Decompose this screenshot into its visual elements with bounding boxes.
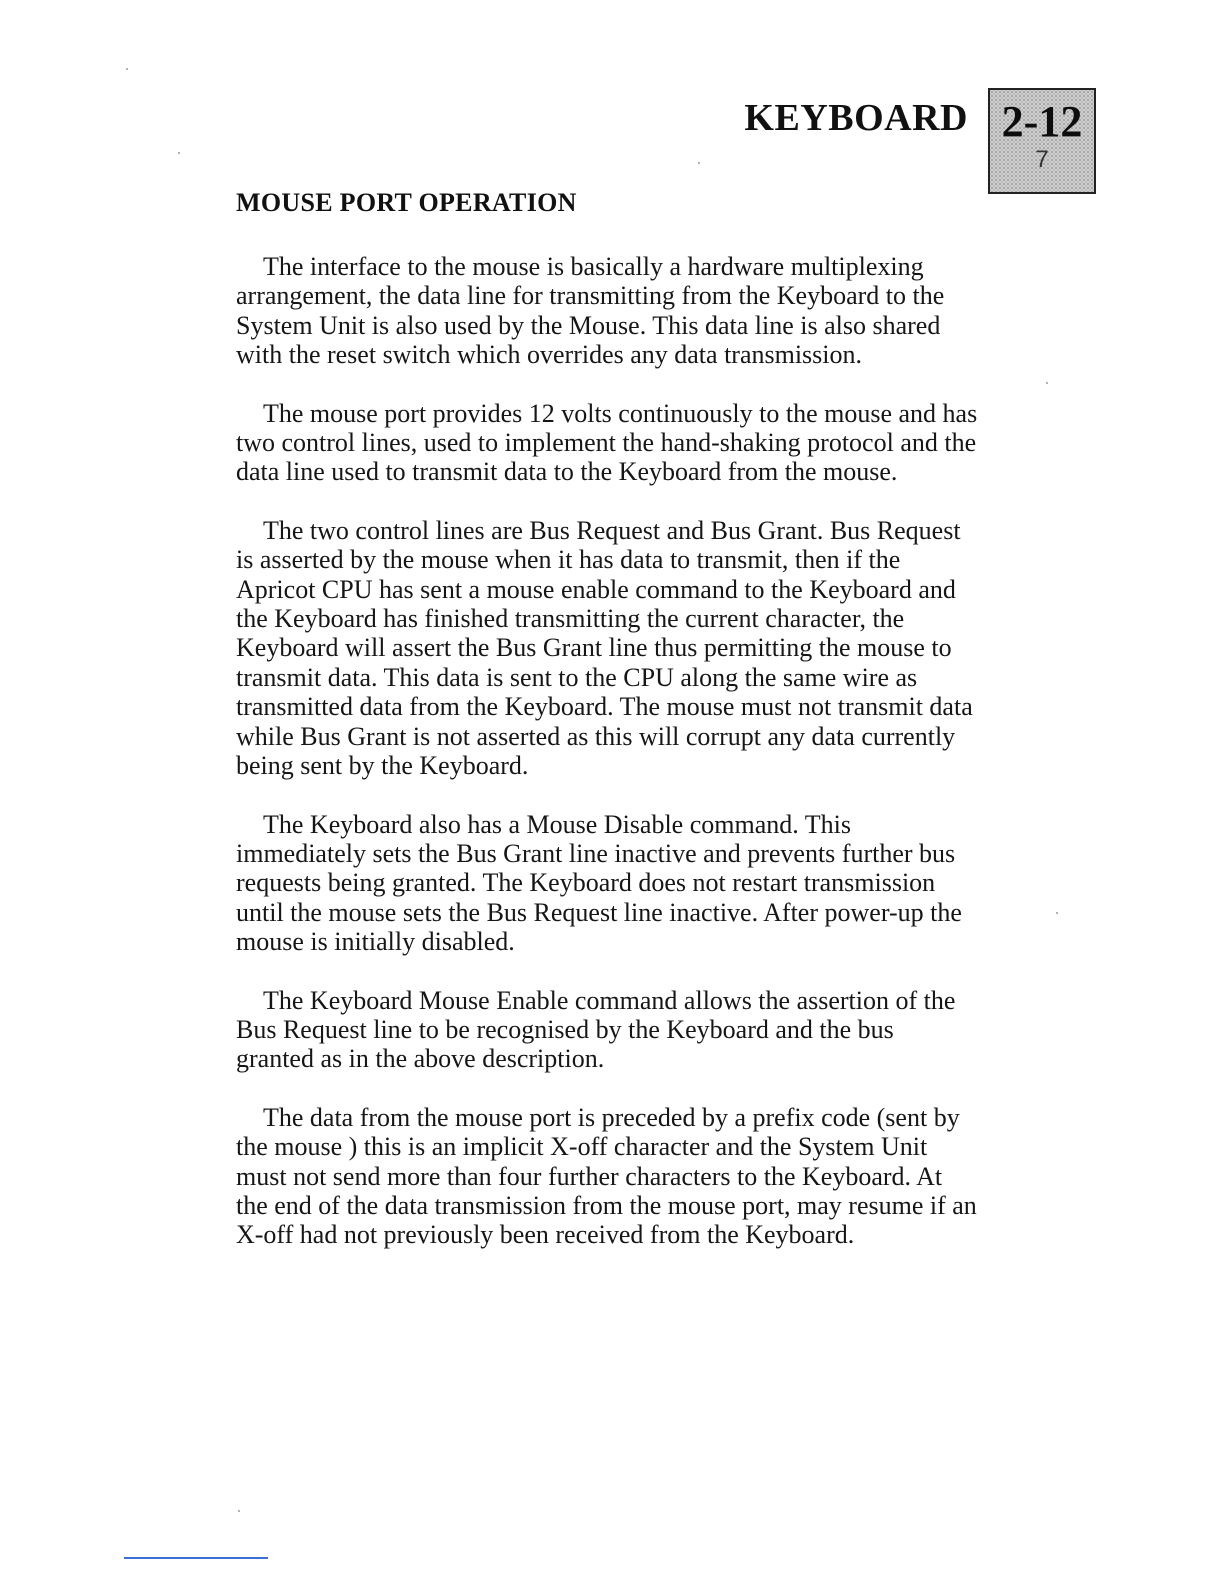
scan-speck [126, 68, 128, 70]
scan-speck [178, 152, 180, 154]
paragraph: The interface to the mouse is basically a hardware multiplexing arrangement, the data line for transmitting from the Keyboard to the System Unit is also used by the Mouse. This data line is also shared with the reset switch which overrides any data transmission. [236, 252, 945, 370]
scan-speck [698, 162, 700, 164]
paragraph: The Keyboard also has a Mouse Disable command. This immediately sets the Bus Grant line inactive and prevents further bus requests being granted. The Keyboard does not restart transmission until the mouse sets the Bus Request line inactive. After power-up the mouse is initially disabled. [236, 809, 962, 957]
paragraph: The two control lines are Bus Request and Bus Grant. Bus Request is asserted by the mouse when it has data to transmit, then if the Apricot CPU has sent a mouse enable command to the Keyboard and the Keyboard has finished transmitting the current character, the Keyboard will assert the Bus Grant line thus permitting the mouse to transmit data. This data is sent to the CPU along the same wire as transmitted data from the Keyboard. The mouse must not transmit data while Bus Grant is not asserted as this will corrupt any data currently being sent by the Keyboard. [236, 515, 973, 781]
scan-speck [238, 1510, 240, 1512]
section-heading: MOUSE PORT OPERATION [236, 188, 577, 217]
footer-rule [124, 1557, 268, 1559]
paragraph: The mouse port provides 12 volts continuously to the mouse and has two control lines, used to implement the hand-shaking protocol and the data line used to transmit data to the Keyboard from the mouse. [236, 398, 978, 487]
paragraph: The data from the mouse port is preceded by a prefix code (sent by the mouse ) this is an implicit X-off character and the System Unit must not send more than four further characters to the Keyboard. At the end of the data transmission from the mouse port, may resume if an X-off had not previously been received from the Keyboard. [236, 1102, 977, 1250]
tab-page-number: 7 [1035, 146, 1049, 173]
scan-speck [1046, 382, 1048, 384]
paragraph: The Keyboard Mouse Enable command allows the assertion of the Bus Request line to be recognised by the Keyboard and the bus granted as in the above description. [236, 985, 956, 1074]
section-tab [988, 88, 1096, 194]
scan-speck [1056, 912, 1058, 914]
body-text [236, 252, 978, 1279]
chapter-title: KEYBOARD [744, 97, 968, 139]
tab-number: 2-12 [1001, 97, 1083, 146]
